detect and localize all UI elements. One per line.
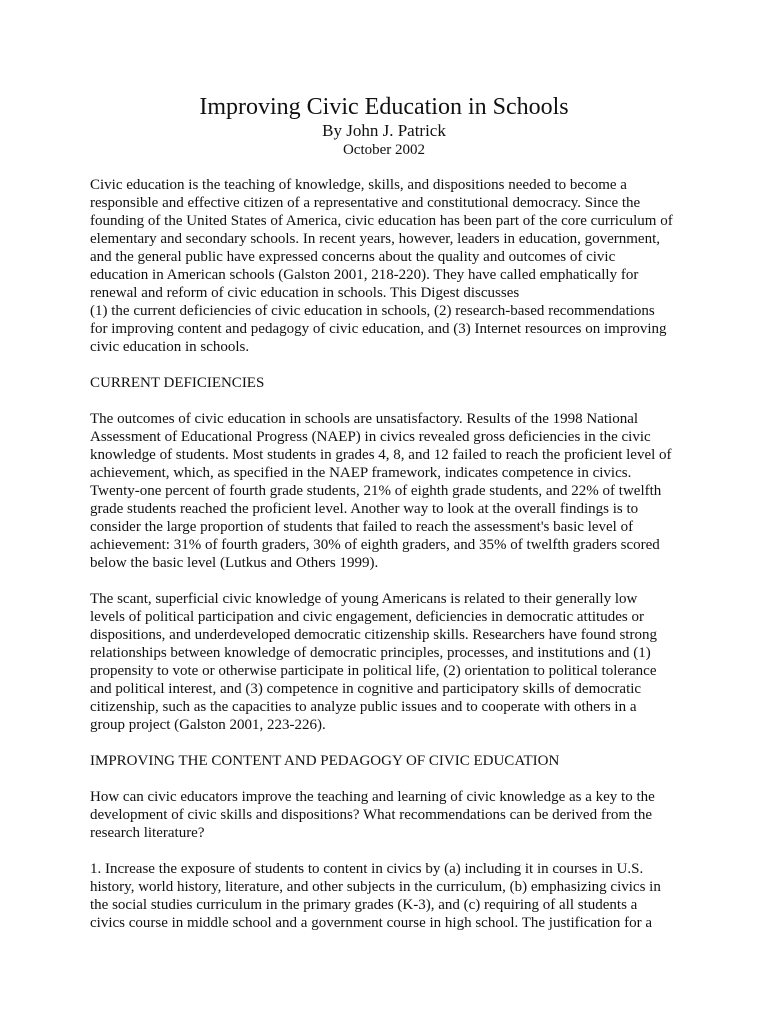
paragraph-recommendation-1 <box>90 860 680 932</box>
paragraph-intro <box>90 176 680 356</box>
text-line: achievement: 31% of fourth graders, 30% of eighth graders, and 35% of twelfth graders scored <box>90 537 660 553</box>
text-line: for improving content and pedagogy of civic education, and (3) Internet resources on improving <box>90 321 667 337</box>
heading-improving-content <box>90 752 680 770</box>
paragraph-gap <box>90 392 680 410</box>
text-line: relationships between knowledge of democratic principles, processes, and institutions and (1) <box>90 645 651 661</box>
text-line: grade students reached the proficient level. Another way to look at the overall findings is to <box>90 501 639 517</box>
text-line: responsible and effective citizen of a representative and constitutional democracy. Since the <box>90 195 641 211</box>
text-line: (1) the current deficiencies of civic education in schools, (2) research-based recommendations <box>90 303 655 319</box>
text-line: elementary and secondary schools. In recent years, however, leaders in education, government, <box>90 231 661 247</box>
document-body <box>90 176 680 932</box>
paragraph-gap <box>90 572 680 590</box>
text-line: IMPROVING THE CONTENT AND PEDAGOGY OF CIVIC EDUCATION <box>90 753 560 769</box>
text-line: The scant, superficial civic knowledge of young Americans is related to their generally low <box>90 591 638 607</box>
text-line: civics course in middle school and a government course in high school. The justification for a <box>90 915 653 931</box>
text-line: history, world history, literature, and other subjects in the curriculum, (b) emphasizing civics in <box>90 879 661 895</box>
text-line: research literature? <box>90 825 205 841</box>
text-line: civic education in schools. <box>90 339 250 355</box>
heading-current-deficiencies <box>90 374 680 392</box>
text-line: dispositions, and underdeveloped democratic citizenship skills. Researchers have found strong <box>90 627 657 643</box>
text-line: and the general public have expressed concerns about the quality and outcomes of civic <box>90 249 616 265</box>
text-line: citizenship, such as the capacities to analyze public issues and to cooperate with others in a <box>90 699 637 715</box>
text-line: achievement, which, as specified in the NAEP framework, indicates competence in civics. <box>90 465 632 481</box>
text-line: founding of the United States of America, civic education has been part of the core curriculum of <box>90 213 673 229</box>
text-line: levels of political participation and civic engagement, deficiencies in democratic attitudes or <box>90 609 644 625</box>
text-line: education in American schools (Galston 2001, 218-220). They have called emphatically for <box>90 267 639 283</box>
paragraph-gap <box>90 842 680 860</box>
text-line: How can civic educators improve the teaching and learning of civic knowledge as a key to the <box>90 789 655 805</box>
paragraph-gap <box>90 770 680 788</box>
document-title: Improving Civic Education in Schools <box>199 94 569 120</box>
text-line: development of civic skills and dispositions? What recommendations can be derived from the <box>90 807 653 823</box>
text-line: propensity to vote or otherwise participate in political life, (2) orientation to political tolerance <box>90 663 657 679</box>
text-line: group project (Galston 2001, 223-226). <box>90 717 326 733</box>
text-line: Twenty-one percent of fourth grade students, 21% of eighth grade students, and 22% of twelfth <box>90 483 662 499</box>
text-line: below the basic level (Lutkus and Others 1999). <box>90 555 379 571</box>
text-line: renewal and reform of civic education in schools. This Digest discusses <box>90 285 520 301</box>
paragraph-gap <box>90 734 680 752</box>
text-line: and political interest, and (3) competence in cognitive and participatory skills of democratic <box>90 681 642 697</box>
text-line: Assessment of Educational Progress (NAEP) in civics revealed gross deficiencies in the civic <box>90 429 651 445</box>
text-line: consider the large proportion of students that failed to reach the assessment's basic level of <box>90 519 634 535</box>
paragraph-gap <box>90 356 680 374</box>
text-line: the social studies curriculum in the primary grades (K-3), and (c) requiring of all students a <box>90 897 638 913</box>
paragraph-how-can <box>90 788 680 842</box>
text-line: CURRENT DEFICIENCIES <box>90 375 265 391</box>
document-byline: By John J. Patrick <box>322 121 446 140</box>
paragraph-outcomes <box>90 410 680 572</box>
text-line: knowledge of students. Most students in grades 4, 8, and 12 failed to reach the proficient level of <box>90 447 672 463</box>
paragraph-scant-knowledge <box>90 590 680 734</box>
text-line: Civic education is the teaching of knowledge, skills, and dispositions needed to become a <box>90 177 627 193</box>
document-date: October 2002 <box>342 142 426 158</box>
text-line: The outcomes of civic education in schools are unsatisfactory. Results of the 1998 National <box>90 411 639 427</box>
text-line: 1. Increase the exposure of students to content in civics by (a) including it in courses in U.S. <box>90 861 644 877</box>
